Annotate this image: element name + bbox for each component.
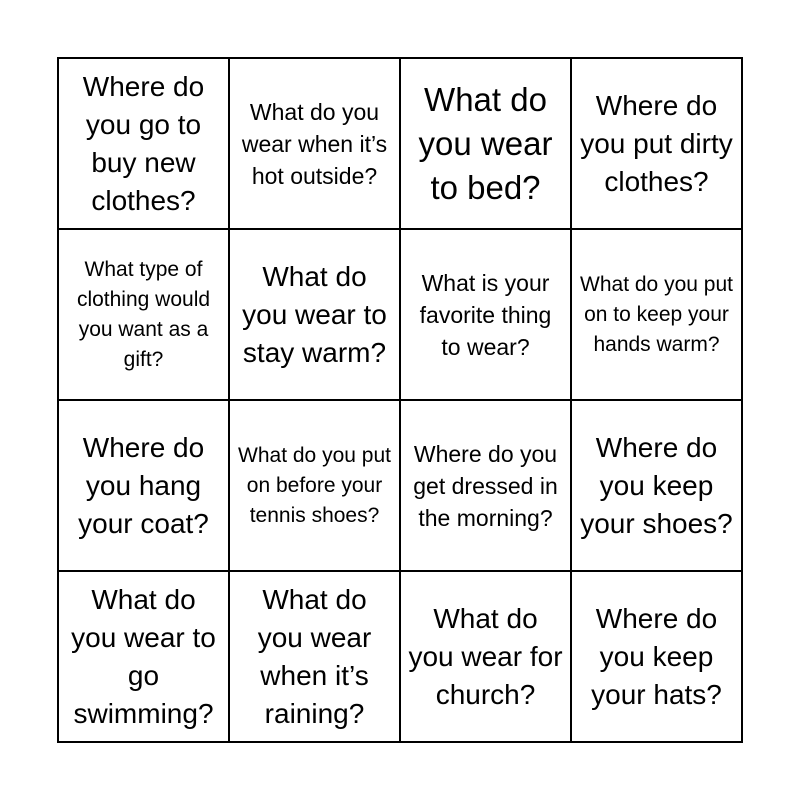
bingo-cell-2-1[interactable] xyxy=(59,230,230,401)
bingo-cell-text: Where do you hang your coat? xyxy=(78,431,209,539)
bingo-cell-text: What do you put on to keep your hands warm? xyxy=(580,272,733,356)
bingo-cell-3-3[interactable] xyxy=(401,401,572,572)
bingo-cell-4-3[interactable] xyxy=(401,572,572,743)
bingo-cell-text: What do you wear to stay warm? xyxy=(242,260,387,368)
bingo-cell-text: What do you wear to bed? xyxy=(418,80,553,206)
bingo-cell-3-1[interactable] xyxy=(59,401,230,572)
bingo-cell-text: Where do you keep your shoes? xyxy=(580,431,733,539)
bingo-cell-text: What is your favorite thing to wear? xyxy=(419,269,552,360)
bingo-cell-text: Where do you go to buy new clothes? xyxy=(82,70,205,216)
bingo-cell-text: What do you wear when it’s raining? xyxy=(257,583,372,729)
bingo-cell-text: Where do you get dressed in the morning? xyxy=(413,440,558,531)
bingo-cell-1-1[interactable] xyxy=(59,59,230,230)
bingo-cell-4-4[interactable] xyxy=(572,572,743,743)
bingo-cell-1-3[interactable] xyxy=(401,59,572,230)
bingo-cell-2-4[interactable] xyxy=(572,230,743,401)
bingo-cell-3-2[interactable] xyxy=(230,401,401,572)
bingo-cell-text: What do you wear to go swimming? xyxy=(71,583,216,729)
bingo-cell-1-2[interactable] xyxy=(230,59,401,230)
bingo-cell-text: What do you wear when it’s hot outside? xyxy=(241,98,388,189)
bingo-cell-2-3[interactable] xyxy=(401,230,572,401)
bingo-cell-text: What type of clothing would you want as a gift? xyxy=(76,257,211,371)
bingo-cell-text: What do you wear for church? xyxy=(408,602,563,710)
bingo-cell-4-1[interactable] xyxy=(59,572,230,743)
bingo-cell-2-2[interactable] xyxy=(230,230,401,401)
bingo-board xyxy=(57,57,743,743)
bingo-cell-3-4[interactable] xyxy=(572,401,743,572)
bingo-cell-4-2[interactable] xyxy=(230,572,401,743)
bingo-cell-text: Where do you put dirty clothes? xyxy=(580,89,733,197)
bingo-cell-text: What do you put on before your tennis shoes? xyxy=(238,443,391,527)
bingo-cell-1-4[interactable] xyxy=(572,59,743,230)
bingo-cell-text: Where do you keep your hats? xyxy=(591,602,722,710)
